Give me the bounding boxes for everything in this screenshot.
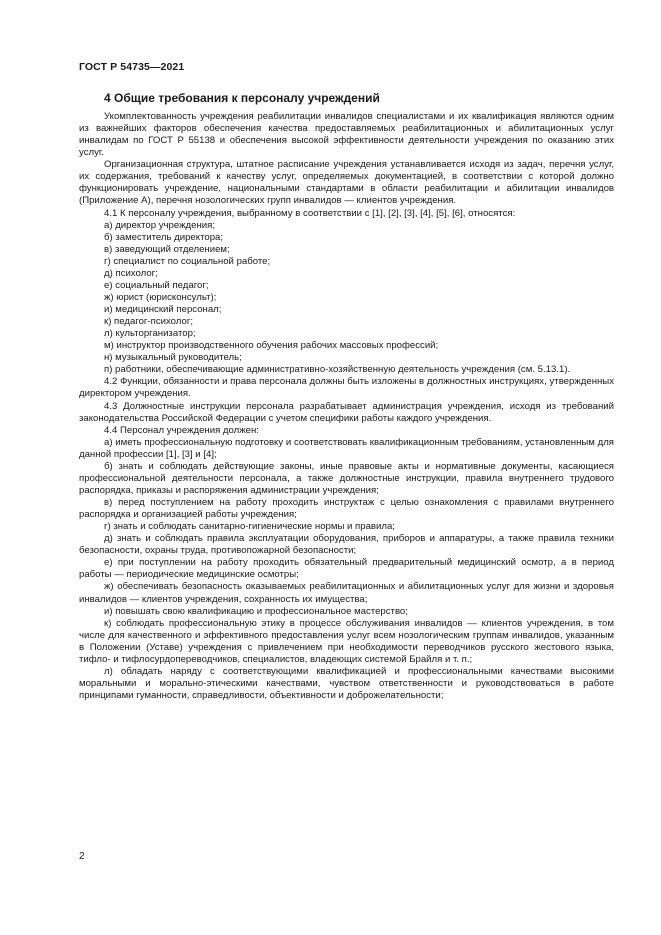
list-item: г) специалист по социальной работе; [104,255,271,267]
duty-item: г) знать и соблюдать санитарно-гигиенические нормы и правила; [104,521,395,533]
paragraph-staffing: Укомплектованность учреждения реабилитации инвалидов специалистами и их квалификация являются одним из важнейших факторов обеспечения качества предоставляемых реабилитационных и абилитационных услуг инвалидам по ГОСТ Р 55138 и обеспечения высокой эффективности деятельности учреждения по оказанию этих услуг. [79,111,614,159]
list-item: ж) юрист (юрисконсульт); [104,291,217,303]
duty-item: б) знать и соблюдать действующие законы, иные правовые акты и нормативные документы, касающиеся профессиональной деятельности персонала, а также должностные инструкции, правила внутреннего трудового распорядка, приказы и распоряжения администрации учреждения; [79,460,614,496]
list-item: л) культорганизатор; [104,328,196,340]
clause-4-2: 4.2 Функции, обязанности и права персонала должны быть изложены в должностных инструкциях, утвержденных директором учреждения. [79,376,614,400]
duty-item: а) иметь профессиональную подготовку и соответствовать квалификационным требованиям, установленным для данной профессии [1], [3] и [4]; [79,436,614,460]
clause-4-1: 4.1 К персоналу учреждения, выбранному в соответствии с [1], [2], [3], [4], [5], [6], относятся: [104,207,516,219]
page-number: 2 [79,851,85,862]
duty-item: е) при поступлении на работу проходить обязательный предварительный медицинский осмотр, а в период работы — периодические медицинские осмотры; [79,557,614,581]
duty-item: и) повышать свою квалификацию и профессиональное мастерство; [104,605,408,617]
duty-item: ж) обеспечивать безопасность оказываемых реабилитационных и абилитационных услуг для жизни и здоровья инвалидов — клиентов учреждения, сохранность их имущества; [79,581,614,605]
duty-item: к) соблюдать профессиональную этику в процессе обслуживания инвалидов — клиентов учреждения, в том числе для качественного и эффективного предоставления услуг всем нозологическим группам инвалидов, указанным в Положении (Уставе) учреждения с привлечением при необходимости переводчиков русского жестового языка, тифло- и тифлосурдопереводчиков, специалистов, владеющих системой Брайля и т. п.; [79,617,614,665]
list-item: н) музыкальный руководитель; [104,352,242,364]
list-item: б) заместитель директора; [104,231,224,243]
list-item: п) работники, обеспечивающие административно-хозяйственную деятельность учреждения (см. 5.13.1). [104,364,571,376]
section-title: 4 Общие требования к персоналу учреждений [104,91,380,105]
list-item: в) заведующий отделением; [104,243,230,255]
duty-item: д) знать и соблюдать правила эксплуатации оборудования, приборов и аппаратуры, а также правила техники безопасности, охраны труда, противопожарной безопасности; [79,533,614,557]
section-body [79,111,614,702]
list-item: д) психолог; [104,267,158,279]
paragraph-structure: Организационная структура, штатное расписание учреждения устанавливается исходя из задач, перечня услуг, их содержания, требований к качеству услуг, определяемых документацией, в соответствии с которой должно функционировать учреждение, национальными стандартами в области реабилитации и абилитации инвалидов (Приложение А), перечня нозологических групп инвалидов — клиентов учреждения. [79,159,614,207]
clause-4-3: 4.3 Должностные инструкции персонала разрабатывает администрация учреждения, исходя из требований законодательства Российской Федерации с учетом специфики работы каждого учреждения. [79,400,614,424]
list-item: и) медицинский персонал; [104,304,222,315]
clause-4-4: 4.4 Персонал учреждения должен: [104,424,259,436]
standard-designation: ГОСТ Р 54735—2021 [79,61,185,73]
list-item: е) социальный педагог; [104,279,209,291]
list-item: а) директор учреждения; [104,219,215,231]
list-item: к) педагог-психолог; [104,316,193,328]
duty-item: л) обладать наряду с соответствующими квалификацией и профессиональными качествами высокими моральными и морально-этическими качествами, чувством ответственности и руководствоваться в работе принципами гуманности, справедливости, объективности и доброжелательности; [79,665,614,701]
list-item: м) инструктор производственного обучения рабочих массовых профессий; [104,340,439,352]
duty-item: в) перед поступлением на работу проходить инструктаж с целью ознакомления с правилами внутреннего распорядка и организацией работы учреждения; [79,497,614,521]
